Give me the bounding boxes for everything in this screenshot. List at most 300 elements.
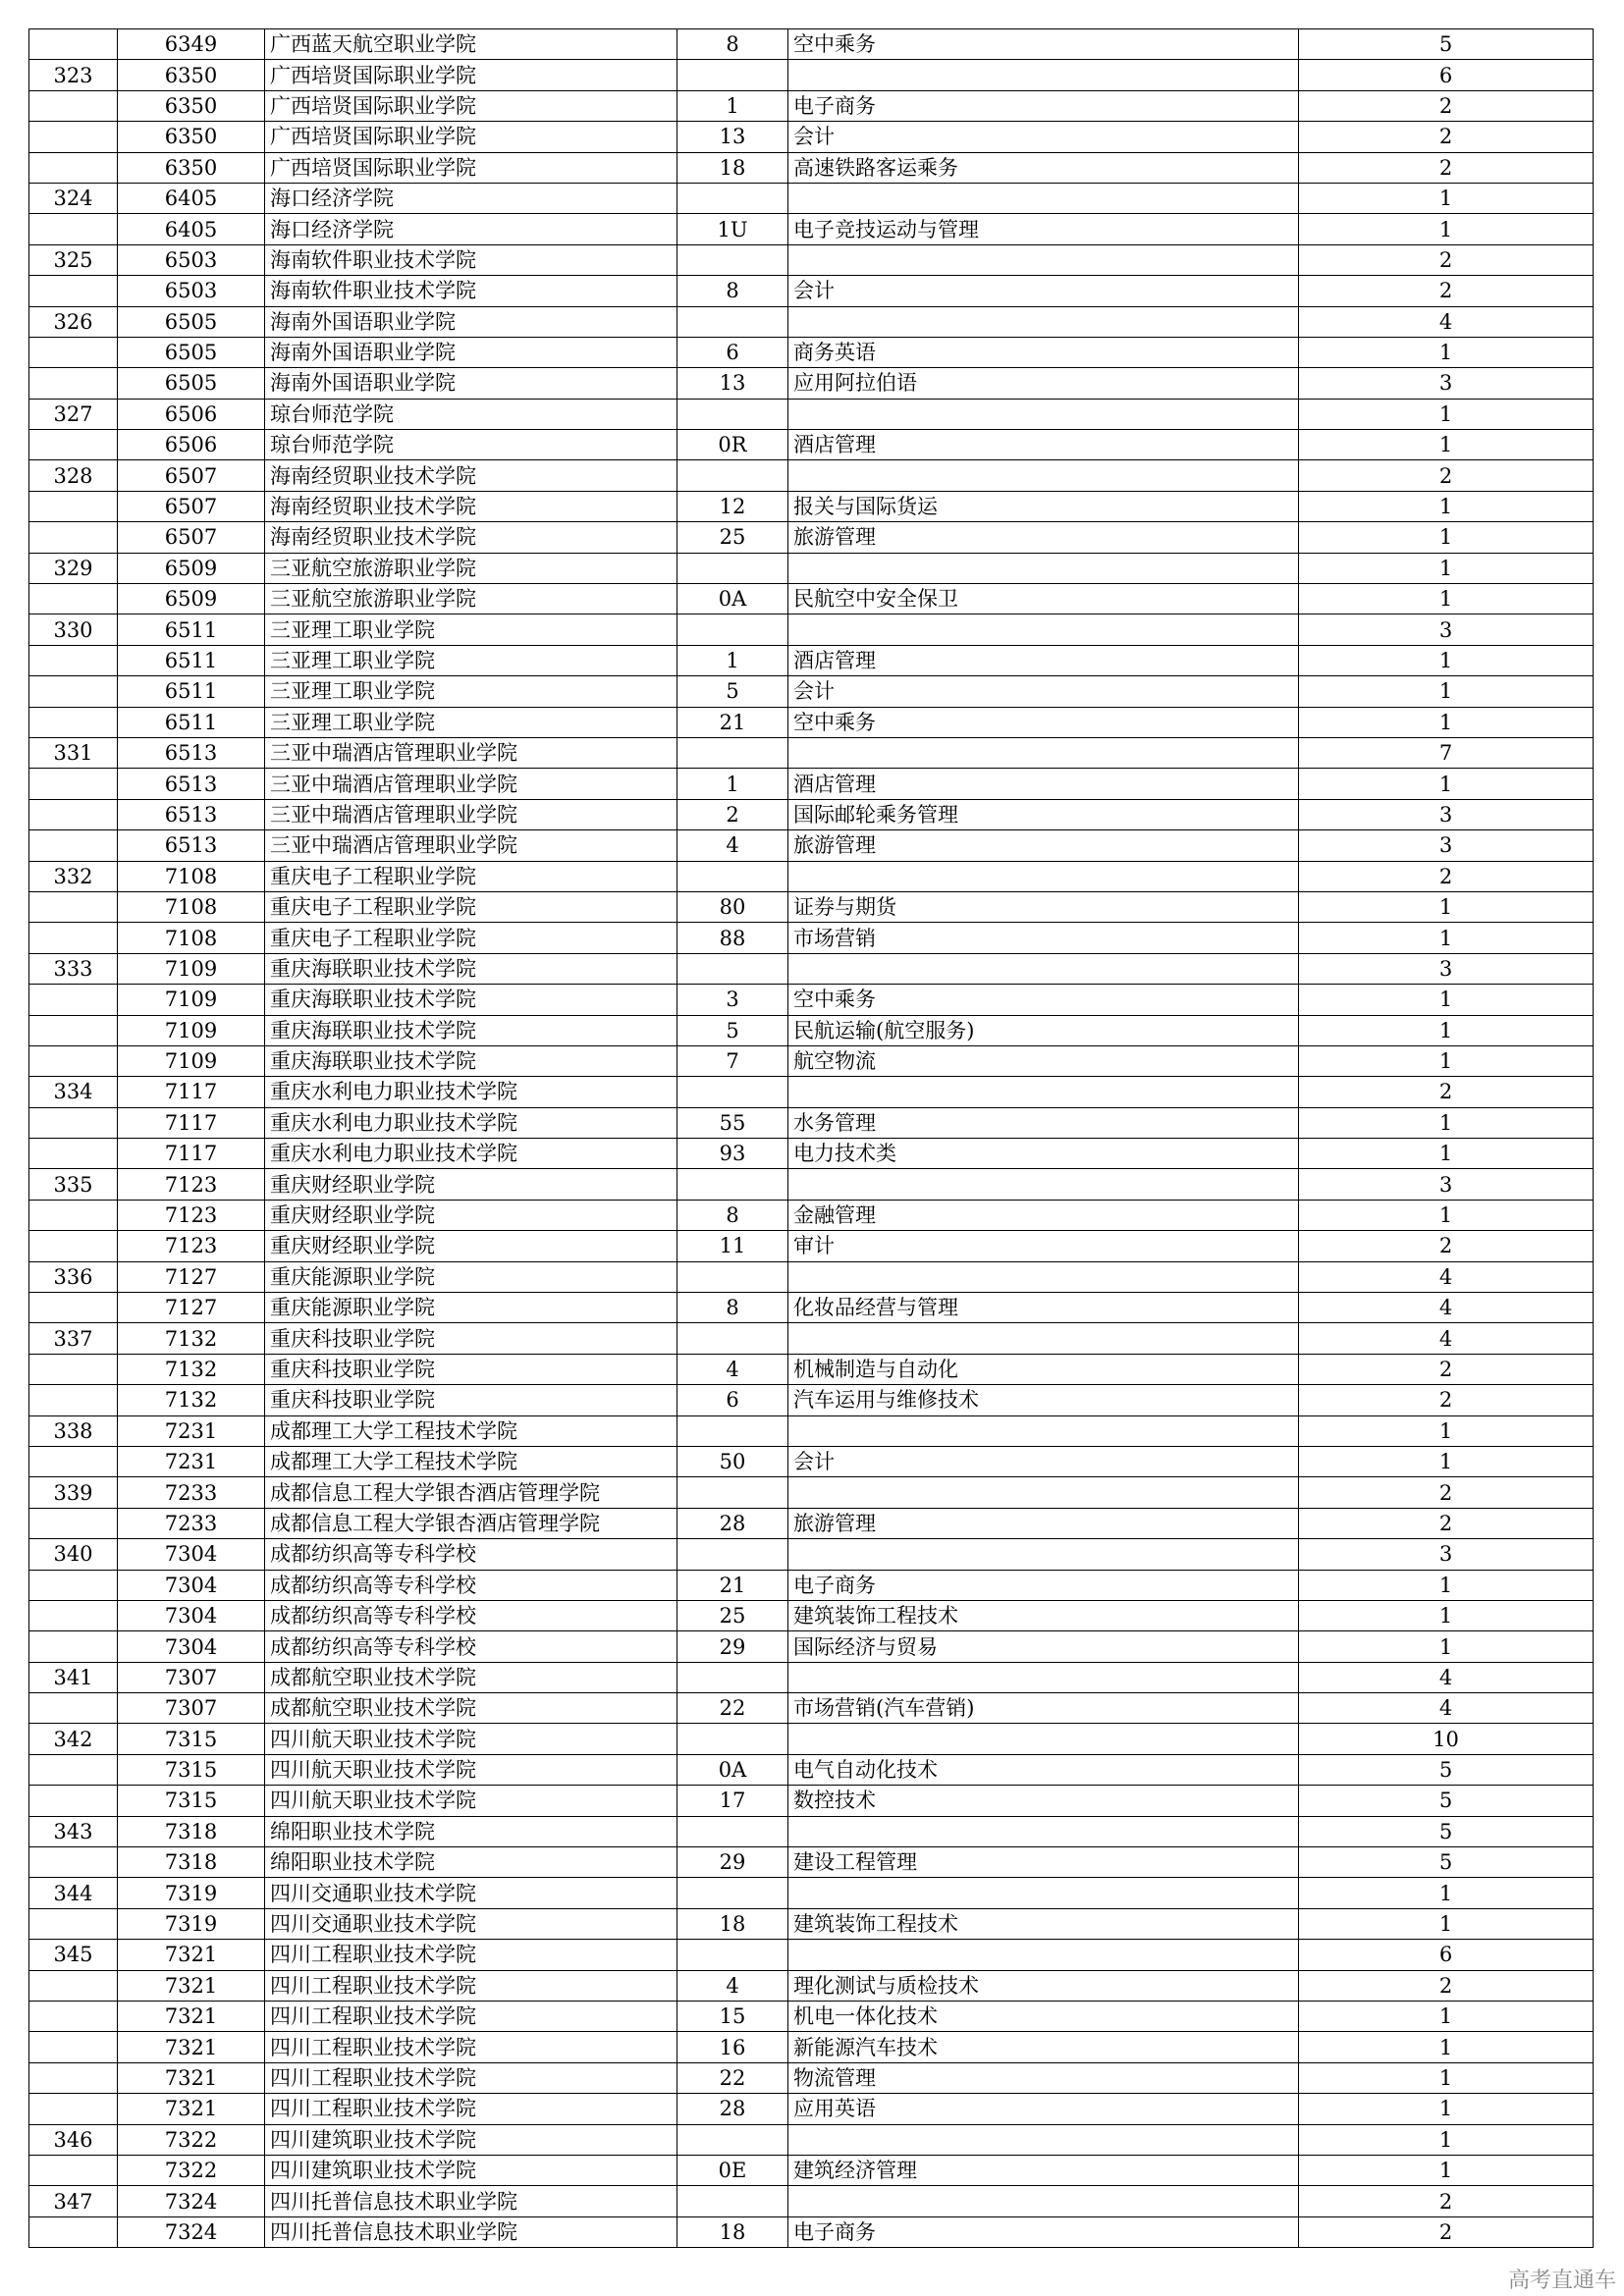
plan-count-cell: 3: [1299, 614, 1594, 645]
school-name-cell: 琼台师范学院: [265, 399, 677, 429]
table-row: [29, 306, 1594, 337]
school-code-cell: 7324: [118, 2216, 265, 2247]
major-name-cell: [788, 1662, 1299, 1692]
school-name-cell: 成都理工大学工程技术学院: [265, 1446, 677, 1476]
major-code-cell: 13: [677, 368, 788, 399]
major-code-cell: [677, 614, 788, 645]
row-index-cell: [29, 1570, 118, 1600]
school-code-cell: 7127: [118, 1293, 265, 1323]
school-name-cell: 四川工程职业技术学院: [265, 2032, 677, 2062]
row-index-cell: [29, 1015, 118, 1045]
major-name-cell: 电子商务: [788, 2216, 1299, 2247]
school-name-cell: 海南外国语职业学院: [265, 306, 677, 337]
school-name-cell: 绵阳职业技术学院: [265, 1847, 677, 1878]
row-index-cell: [29, 707, 118, 737]
table-row: [29, 953, 1594, 984]
row-index-cell: [29, 430, 118, 460]
major-code-cell: 6: [677, 1385, 788, 1415]
major-code-cell: 25: [677, 1600, 788, 1630]
school-name-cell: 四川建筑职业技术学院: [265, 2155, 677, 2185]
table-row: [29, 1724, 1594, 1754]
plan-count-cell: 1: [1299, 553, 1594, 583]
table-row: [29, 1878, 1594, 1908]
school-code-cell: 6511: [118, 614, 265, 645]
school-name-cell: 三亚中瑞酒店管理职业学院: [265, 799, 677, 829]
school-code-cell: 7231: [118, 1415, 265, 1446]
table-row: [29, 244, 1594, 275]
plan-count-cell: 1: [1299, 1107, 1594, 1138]
school-name-cell: 四川建筑职业技术学院: [265, 2124, 677, 2155]
major-name-cell: 水务管理: [788, 1107, 1299, 1138]
major-code-cell: [677, 460, 788, 491]
school-name-cell: 广西培贤国际职业学院: [265, 122, 677, 152]
plan-count-cell: 2: [1299, 1477, 1594, 1508]
major-name-cell: 机械制造与自动化: [788, 1354, 1299, 1384]
watermark-text: 高考直通车: [1507, 2269, 1616, 2293]
school-code-cell: 6509: [118, 553, 265, 583]
row-index-cell: [29, 2216, 118, 2247]
plan-count-cell: 2: [1299, 122, 1594, 152]
admissions-table: [28, 28, 1594, 2248]
school-name-cell: 四川交通职业技术学院: [265, 1908, 677, 1939]
row-index-cell: [29, 1446, 118, 1476]
school-code-cell: 6511: [118, 707, 265, 737]
table-row: [29, 90, 1594, 121]
school-name-cell: 四川交通职业技术学院: [265, 1878, 677, 1908]
school-name-cell: 重庆科技职业学院: [265, 1385, 677, 1415]
major-code-cell: 0A: [677, 584, 788, 614]
row-index-cell: [29, 1045, 118, 1076]
school-code-cell: 6513: [118, 737, 265, 768]
school-code-cell: 6503: [118, 276, 265, 306]
major-code-cell: [677, 1261, 788, 1292]
school-code-cell: 7123: [118, 1200, 265, 1230]
plan-count-cell: 1: [1299, 1200, 1594, 1230]
school-code-cell: 6350: [118, 60, 265, 90]
major-code-cell: 18: [677, 2216, 788, 2247]
major-name-cell: 建设工程管理: [788, 1847, 1299, 1878]
school-name-cell: 四川航天职业技术学院: [265, 1724, 677, 1754]
school-code-cell: 6405: [118, 214, 265, 244]
major-name-cell: [788, 861, 1299, 891]
row-index-cell: [29, 923, 118, 953]
major-name-cell: 空中乘务: [788, 29, 1299, 60]
row-index-cell: 336: [29, 1261, 118, 1292]
row-index-cell: [29, 891, 118, 922]
major-name-cell: 新能源汽车技术: [788, 2032, 1299, 2062]
row-index-cell: [29, 1200, 118, 1230]
school-code-cell: 6350: [118, 122, 265, 152]
row-index-cell: 323: [29, 60, 118, 90]
row-index-cell: [29, 1293, 118, 1323]
school-code-cell: 7321: [118, 2062, 265, 2093]
plan-count-cell: 4: [1299, 1323, 1594, 1354]
major-name-cell: 建筑装饰工程技术: [788, 1600, 1299, 1630]
table-row: [29, 2124, 1594, 2155]
school-name-cell: 成都信息工程大学银杏酒店管理学院: [265, 1508, 677, 1538]
plan-count-cell: 3: [1299, 1169, 1594, 1200]
plan-count-cell: 4: [1299, 1293, 1594, 1323]
major-name-cell: 酒店管理: [788, 645, 1299, 675]
school-name-cell: 三亚理工职业学院: [265, 676, 677, 707]
table-row: [29, 2155, 1594, 2185]
plan-count-cell: 1: [1299, 214, 1594, 244]
table-row: [29, 399, 1594, 429]
school-name-cell: 海南经贸职业技术学院: [265, 491, 677, 521]
row-index-cell: 331: [29, 737, 118, 768]
major-name-cell: 高速铁路客运乘务: [788, 152, 1299, 183]
major-code-cell: 18: [677, 152, 788, 183]
major-name-cell: [788, 1261, 1299, 1292]
major-name-cell: 数控技术: [788, 1786, 1299, 1816]
plan-count-cell: 1: [1299, 676, 1594, 707]
plan-count-cell: 1: [1299, 584, 1594, 614]
school-name-cell: 重庆水利电力职业技术学院: [265, 1077, 677, 1107]
major-name-cell: 汽车运用与维修技术: [788, 1385, 1299, 1415]
major-code-cell: 18: [677, 1908, 788, 1939]
major-name-cell: 审计: [788, 1231, 1299, 1261]
major-code-cell: [677, 399, 788, 429]
plan-count-cell: 2: [1299, 1508, 1594, 1538]
school-code-cell: 7117: [118, 1077, 265, 1107]
major-code-cell: [677, 861, 788, 891]
table-row: [29, 1169, 1594, 1200]
plan-count-cell: 1: [1299, 1415, 1594, 1446]
plan-count-cell: 1: [1299, 2094, 1594, 2124]
plan-count-cell: 1: [1299, 2124, 1594, 2155]
plan-count-cell: 1: [1299, 1015, 1594, 1045]
plan-count-cell: 3: [1299, 830, 1594, 861]
school-name-cell: 重庆电子工程职业学院: [265, 923, 677, 953]
school-code-cell: 7117: [118, 1107, 265, 1138]
table-row: [29, 2094, 1594, 2124]
school-name-cell: 重庆水利电力职业技术学院: [265, 1139, 677, 1169]
school-code-cell: 7304: [118, 1631, 265, 1662]
major-code-cell: 7: [677, 1045, 788, 1076]
school-code-cell: 7123: [118, 1169, 265, 1200]
school-name-cell: 海南经贸职业技术学院: [265, 460, 677, 491]
major-code-cell: 28: [677, 1508, 788, 1538]
school-name-cell: 四川航天职业技术学院: [265, 1754, 677, 1785]
plan-count-cell: 1: [1299, 1139, 1594, 1169]
plan-count-cell: 10: [1299, 1724, 1594, 1754]
major-name-cell: 旅游管理: [788, 830, 1299, 861]
plan-count-cell: 6: [1299, 60, 1594, 90]
plan-count-cell: 4: [1299, 1662, 1594, 1692]
row-index-cell: [29, 1107, 118, 1138]
school-name-cell: 广西培贤国际职业学院: [265, 60, 677, 90]
major-name-cell: [788, 1477, 1299, 1508]
school-name-cell: 重庆海联职业技术学院: [265, 1015, 677, 1045]
plan-count-cell: 1: [1299, 2002, 1594, 2032]
school-name-cell: 成都航空职业技术学院: [265, 1662, 677, 1692]
row-index-cell: [29, 122, 118, 152]
major-name-cell: 化妆品经营与管理: [788, 1293, 1299, 1323]
row-index-cell: 326: [29, 306, 118, 337]
table-row: [29, 1200, 1594, 1230]
major-name-cell: 会计: [788, 276, 1299, 306]
row-index-cell: 345: [29, 1940, 118, 1970]
major-name-cell: [788, 2186, 1299, 2216]
major-name-cell: [788, 60, 1299, 90]
table-row: [29, 737, 1594, 768]
row-index-cell: 330: [29, 614, 118, 645]
major-code-cell: [677, 1724, 788, 1754]
table-row: [29, 1847, 1594, 1878]
major-code-cell: [677, 2186, 788, 2216]
table-row: [29, 1077, 1594, 1107]
row-index-cell: [29, 769, 118, 799]
plan-count-cell: 2: [1299, 276, 1594, 306]
plan-count-cell: 2: [1299, 152, 1594, 183]
row-index-cell: [29, 1754, 118, 1785]
school-name-cell: 重庆能源职业学院: [265, 1293, 677, 1323]
major-code-cell: [677, 1940, 788, 1970]
plan-count-cell: 1: [1299, 923, 1594, 953]
school-code-cell: 7321: [118, 2094, 265, 2124]
school-name-cell: 重庆海联职业技术学院: [265, 985, 677, 1015]
table-row: [29, 985, 1594, 1015]
major-code-cell: 29: [677, 1847, 788, 1878]
row-index-cell: [29, 214, 118, 244]
row-index-cell: 334: [29, 1077, 118, 1107]
school-code-cell: 7108: [118, 923, 265, 953]
row-index-cell: [29, 645, 118, 675]
row-index-cell: [29, 1631, 118, 1662]
school-code-cell: 6505: [118, 368, 265, 399]
major-code-cell: 21: [677, 1570, 788, 1600]
row-index-cell: 333: [29, 953, 118, 984]
plan-count-cell: 1: [1299, 430, 1594, 460]
table-row: [29, 122, 1594, 152]
major-name-cell: [788, 737, 1299, 768]
table-row: [29, 1662, 1594, 1692]
school-name-cell: 重庆海联职业技术学院: [265, 953, 677, 984]
major-code-cell: 1U: [677, 214, 788, 244]
plan-count-cell: 1: [1299, 1631, 1594, 1662]
table-row: [29, 830, 1594, 861]
table-row: [29, 1600, 1594, 1630]
school-code-cell: 6350: [118, 90, 265, 121]
school-name-cell: 广西蓝天航空职业学院: [265, 29, 677, 60]
major-code-cell: [677, 1169, 788, 1200]
major-code-cell: 4: [677, 1354, 788, 1384]
table-row: [29, 1970, 1594, 2001]
major-name-cell: 酒店管理: [788, 430, 1299, 460]
major-name-cell: 电气自动化技术: [788, 1754, 1299, 1785]
row-index-cell: [29, 676, 118, 707]
table-row: [29, 799, 1594, 829]
row-index-cell: [29, 1970, 118, 2001]
plan-count-cell: 1: [1299, 769, 1594, 799]
table-row: [29, 861, 1594, 891]
major-code-cell: 1: [677, 769, 788, 799]
school-name-cell: 广西培贤国际职业学院: [265, 152, 677, 183]
school-name-cell: 成都信息工程大学银杏酒店管理学院: [265, 1477, 677, 1508]
school-code-cell: 7109: [118, 1015, 265, 1045]
school-code-cell: 7109: [118, 985, 265, 1015]
plan-count-cell: 1: [1299, 985, 1594, 1015]
plan-count-cell: 1: [1299, 1878, 1594, 1908]
row-index-cell: [29, 276, 118, 306]
plan-count-cell: 1: [1299, 337, 1594, 367]
row-index-cell: [29, 368, 118, 399]
row-index-cell: [29, 830, 118, 861]
plan-count-cell: 1: [1299, 2032, 1594, 2062]
school-code-cell: 6513: [118, 769, 265, 799]
school-name-cell: 海南经贸职业技术学院: [265, 522, 677, 553]
table-row: [29, 1139, 1594, 1169]
table-row: [29, 430, 1594, 460]
row-index-cell: [29, 2062, 118, 2093]
school-code-cell: 7231: [118, 1446, 265, 1476]
major-code-cell: [677, 1878, 788, 1908]
row-index-cell: [29, 90, 118, 121]
school-name-cell: 成都纺织高等专科学校: [265, 1539, 677, 1570]
major-name-cell: [788, 553, 1299, 583]
row-index-cell: [29, 1693, 118, 1724]
table-row: [29, 368, 1594, 399]
school-name-cell: 重庆电子工程职业学院: [265, 891, 677, 922]
major-code-cell: 88: [677, 923, 788, 953]
table-row: [29, 1570, 1594, 1600]
row-index-cell: [29, 522, 118, 553]
plan-count-cell: 5: [1299, 1847, 1594, 1878]
major-code-cell: 1: [677, 645, 788, 675]
school-code-cell: 6405: [118, 183, 265, 213]
major-code-cell: [677, 1077, 788, 1107]
row-index-cell: 338: [29, 1415, 118, 1446]
major-code-cell: 28: [677, 2094, 788, 2124]
major-code-cell: 5: [677, 1015, 788, 1045]
row-index-cell: 343: [29, 1816, 118, 1846]
major-code-cell: 8: [677, 29, 788, 60]
table-row: [29, 584, 1594, 614]
table-row: [29, 1477, 1594, 1508]
plan-count-cell: 1: [1299, 2155, 1594, 2185]
row-index-cell: [29, 1508, 118, 1538]
table-row: [29, 2002, 1594, 2032]
school-name-cell: 成都航空职业技术学院: [265, 1693, 677, 1724]
school-name-cell: 成都纺织高等专科学校: [265, 1570, 677, 1600]
major-code-cell: [677, 553, 788, 583]
school-code-cell: 7319: [118, 1908, 265, 1939]
school-code-cell: 7321: [118, 1970, 265, 2001]
school-name-cell: 三亚中瑞酒店管理职业学院: [265, 737, 677, 768]
table-row: [29, 152, 1594, 183]
major-code-cell: 4: [677, 1970, 788, 2001]
major-name-cell: 建筑装饰工程技术: [788, 1908, 1299, 1939]
major-name-cell: 应用英语: [788, 2094, 1299, 2124]
school-name-cell: 三亚航空旅游职业学院: [265, 584, 677, 614]
plan-count-cell: 4: [1299, 1261, 1594, 1292]
major-name-cell: 空中乘务: [788, 707, 1299, 737]
plan-count-cell: 5: [1299, 1786, 1594, 1816]
school-code-cell: 7132: [118, 1354, 265, 1384]
school-name-cell: 三亚中瑞酒店管理职业学院: [265, 769, 677, 799]
plan-count-cell: 2: [1299, 460, 1594, 491]
major-name-cell: 酒店管理: [788, 769, 1299, 799]
plan-count-cell: 3: [1299, 1539, 1594, 1570]
row-index-cell: [29, 584, 118, 614]
school-code-cell: 7319: [118, 1878, 265, 1908]
table-row: [29, 769, 1594, 799]
major-name-cell: 旅游管理: [788, 522, 1299, 553]
major-name-cell: [788, 953, 1299, 984]
table-row: [29, 707, 1594, 737]
plan-count-cell: 3: [1299, 368, 1594, 399]
table-row: [29, 1693, 1594, 1724]
major-code-cell: [677, 1415, 788, 1446]
school-code-cell: 7307: [118, 1693, 265, 1724]
school-name-cell: 重庆科技职业学院: [265, 1323, 677, 1354]
major-name-cell: 会计: [788, 122, 1299, 152]
table-row: [29, 1354, 1594, 1384]
row-index-cell: [29, 985, 118, 1015]
table-row: [29, 1415, 1594, 1446]
row-index-cell: [29, 152, 118, 183]
school-name-cell: 重庆水利电力职业技术学院: [265, 1107, 677, 1138]
row-index-cell: [29, 1139, 118, 1169]
school-code-cell: 7127: [118, 1261, 265, 1292]
row-index-cell: 346: [29, 2124, 118, 2155]
table-row: [29, 1539, 1594, 1570]
major-name-cell: 物流管理: [788, 2062, 1299, 2093]
school-code-cell: 7123: [118, 1231, 265, 1261]
major-name-cell: 航空物流: [788, 1045, 1299, 1076]
major-code-cell: 13: [677, 122, 788, 152]
major-code-cell: 93: [677, 1139, 788, 1169]
school-name-cell: 三亚中瑞酒店管理职业学院: [265, 830, 677, 861]
table-row: [29, 491, 1594, 521]
major-name-cell: 金融管理: [788, 1200, 1299, 1230]
school-name-cell: 重庆电子工程职业学院: [265, 861, 677, 891]
row-index-cell: [29, 799, 118, 829]
plan-count-cell: 1: [1299, 1908, 1594, 1939]
major-code-cell: [677, 1477, 788, 1508]
table-row: [29, 1816, 1594, 1846]
row-index-cell: 341: [29, 1662, 118, 1692]
plan-count-cell: 1: [1299, 399, 1594, 429]
school-name-cell: 重庆科技职业学院: [265, 1354, 677, 1384]
school-name-cell: 四川托普信息技术职业学院: [265, 2216, 677, 2247]
school-code-cell: 7108: [118, 891, 265, 922]
major-code-cell: 5: [677, 676, 788, 707]
school-code-cell: 6511: [118, 645, 265, 675]
school-name-cell: 成都纺织高等专科学校: [265, 1631, 677, 1662]
major-name-cell: 民航运输(航空服务): [788, 1015, 1299, 1045]
major-code-cell: 0R: [677, 430, 788, 460]
school-code-cell: 7315: [118, 1754, 265, 1785]
school-name-cell: 广西培贤国际职业学院: [265, 90, 677, 121]
school-code-cell: 7307: [118, 1662, 265, 1692]
row-index-cell: 339: [29, 1477, 118, 1508]
major-code-cell: [677, 60, 788, 90]
row-index-cell: [29, 1600, 118, 1630]
plan-count-cell: 2: [1299, 1385, 1594, 1415]
school-code-cell: 7322: [118, 2155, 265, 2185]
major-name-cell: 会计: [788, 676, 1299, 707]
major-name-cell: [788, 1077, 1299, 1107]
row-index-cell: 327: [29, 399, 118, 429]
major-code-cell: [677, 737, 788, 768]
major-name-cell: 商务英语: [788, 337, 1299, 367]
row-index-cell: [29, 1786, 118, 1816]
plan-count-cell: 1: [1299, 645, 1594, 675]
table-row: [29, 614, 1594, 645]
school-code-cell: 7117: [118, 1139, 265, 1169]
school-name-cell: 四川工程职业技术学院: [265, 2062, 677, 2093]
